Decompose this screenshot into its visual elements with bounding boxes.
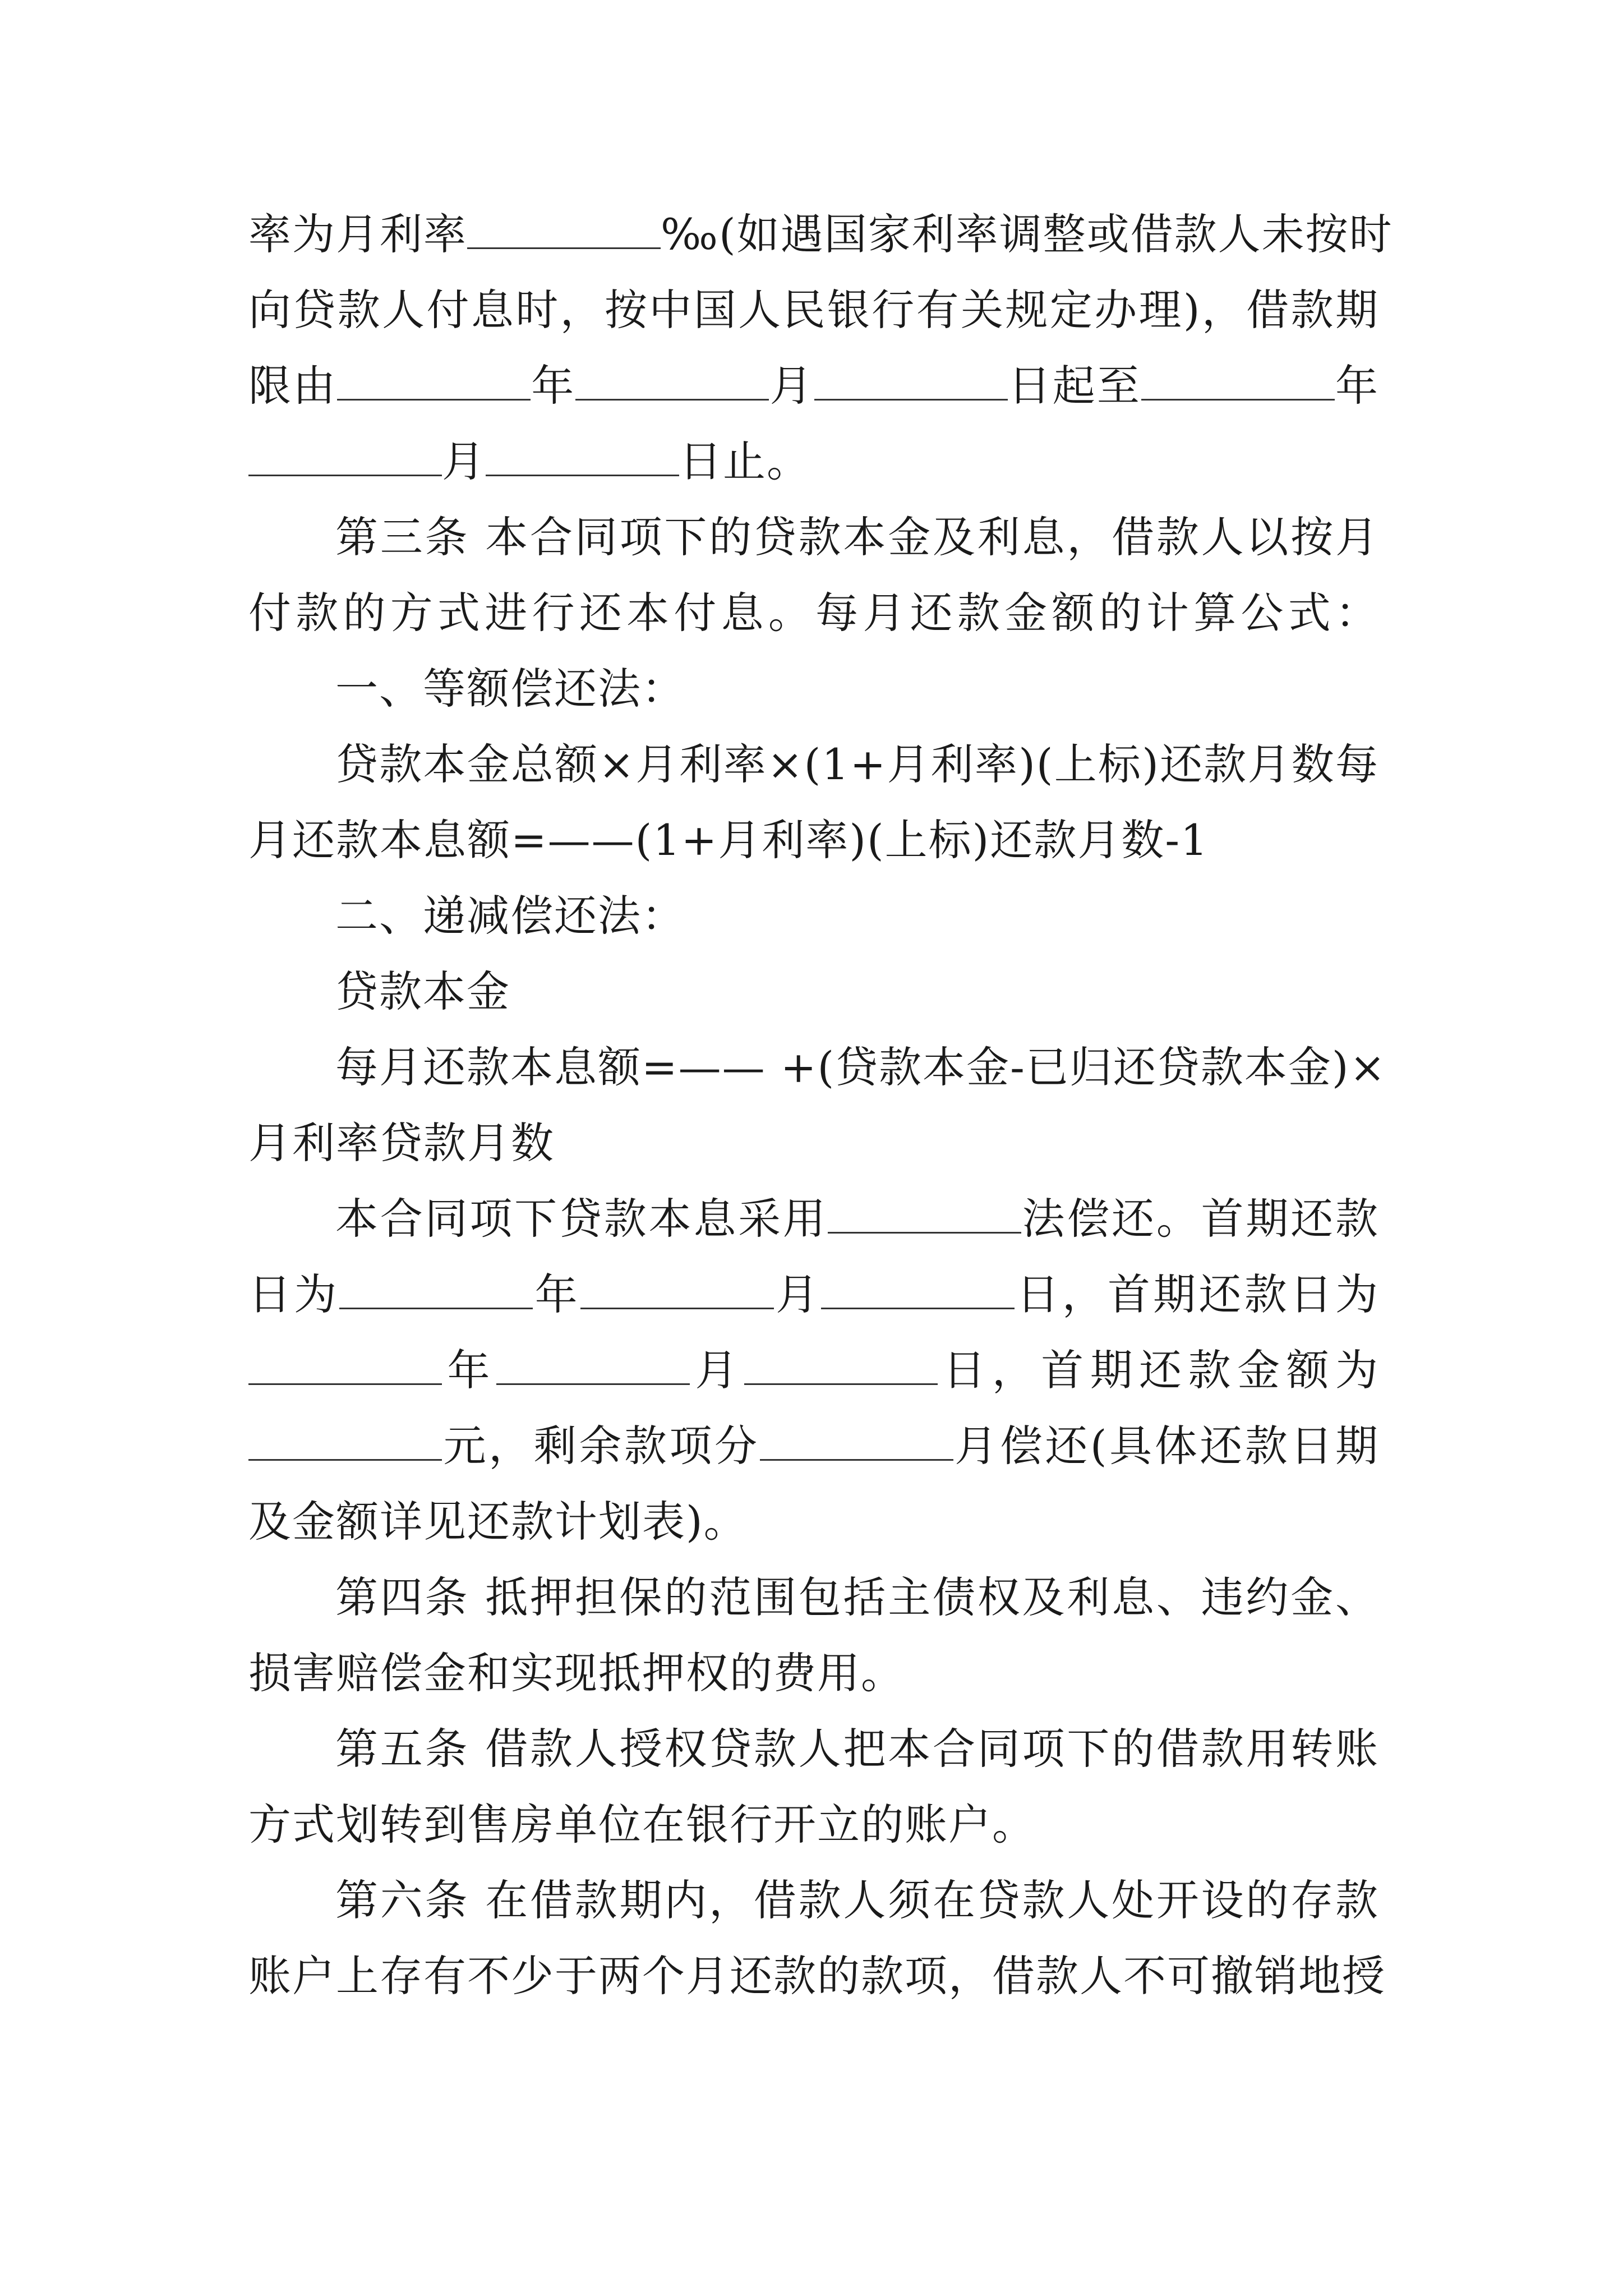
text-segment: 月 <box>773 1269 822 1319</box>
text-line <box>335 739 1379 794</box>
fill-blank <box>339 1274 533 1309</box>
text-segment: 月 <box>769 361 814 411</box>
text-segment: 年 <box>531 361 576 411</box>
text-segment: 第三条 本合同项下的贷款本金及利息，借款人以按月 <box>335 512 1379 562</box>
text-segment: 二、递减偿还法： <box>335 891 685 941</box>
text-segment: 日为 <box>248 1269 340 1319</box>
text-line <box>335 1875 1379 1930</box>
text-segment: 法偿还。首期还款 <box>1021 1194 1380 1244</box>
fill-blank <box>337 365 531 401</box>
text-line <box>248 588 1379 642</box>
text-segment: 第六条 在借款期内，借款人须在贷款人处开设的存款 <box>335 1875 1379 1925</box>
text-segment: 贷款本金总额×月利率×(1+月利率)(上标)还款月数每 <box>335 739 1379 789</box>
text-segment: 月偿还(具体还款日期 <box>953 1421 1380 1471</box>
text-line <box>248 285 1379 339</box>
text-segment: 日，首期还款日为 <box>1015 1269 1380 1319</box>
fill-blank <box>575 365 769 401</box>
text-line <box>248 1800 1379 1854</box>
text-segment: 月还款本息额=——(1+月利率)(上标)还款月数-1 <box>248 815 1209 865</box>
fill-blank <box>760 1425 953 1461</box>
text-line <box>248 1497 1379 1551</box>
text-line <box>248 815 1379 869</box>
text-segment: 及金额详见还款计划表)。 <box>248 1497 748 1547</box>
text-line <box>335 891 1466 945</box>
text-line <box>335 664 1466 718</box>
fill-blank <box>744 1350 938 1385</box>
text-segment: 账户上存有不少于两个月还款的款项，借款人不可撤销地授 <box>248 1951 1386 2001</box>
text-segment: 第五条 借款人授权贷款人把本合同项下的借款用转账 <box>335 1724 1379 1774</box>
text-line <box>248 1118 1379 1172</box>
fill-blank <box>248 1425 442 1461</box>
text-segment: ‰(如遇国家利率调整或借款人未按时 <box>661 209 1393 259</box>
fill-blank <box>828 1198 1021 1234</box>
text-line <box>335 1042 1387 1097</box>
text-segment: 月 <box>689 1345 744 1395</box>
text-segment: 付款的方式进行还本付息。每月还款金额的计算公式： <box>248 588 1379 638</box>
text-segment: 月利率贷款月数 <box>248 1118 555 1168</box>
text-segment: 每月还款本息额=—— +(贷款本金-已归还贷款本金)× <box>335 1042 1387 1092</box>
text-segment: 向贷款人付息时，按中国人民银行有关规定办理)，借款期 <box>248 285 1379 335</box>
text-segment: 损害赔偿金和实现抵押权的费用。 <box>248 1648 905 1698</box>
text-segment: 方式划转到售房单位在银行开立的账户。 <box>248 1800 1036 1849</box>
text-segment: 年 <box>533 1269 580 1319</box>
text-segment: 日止。 <box>679 436 810 486</box>
text-segment: 日，首期还款金额为 <box>937 1345 1380 1395</box>
text-line <box>248 1345 1380 1400</box>
fill-blank <box>248 1350 442 1385</box>
text-segment: 率为月利率 <box>248 209 467 259</box>
fill-blank <box>467 214 661 249</box>
text-line <box>335 1724 1379 1778</box>
text-segment: 年 <box>1334 361 1380 411</box>
text-line <box>248 1421 1380 1475</box>
text-line <box>248 209 1393 264</box>
fill-blank <box>496 1350 690 1385</box>
text-line <box>248 361 1380 415</box>
fill-blank <box>486 441 679 476</box>
text-line <box>335 512 1379 567</box>
fill-blank <box>248 441 442 476</box>
fill-blank <box>821 1274 1015 1309</box>
text-segment: 贷款本金 <box>335 967 510 1016</box>
text-line <box>335 967 1466 1021</box>
fill-blank <box>580 1274 774 1309</box>
text-segment: 月 <box>442 436 486 486</box>
text-line <box>248 436 1379 491</box>
text-segment: 本合同项下贷款本息采用 <box>335 1194 828 1244</box>
text-segment: 第四条 抵押担保的范围包括主债权及利息、违约金、 <box>335 1572 1379 1622</box>
fill-blank <box>1141 365 1335 401</box>
text-segment: 一、等额偿还法： <box>335 664 685 714</box>
text-line <box>335 1572 1379 1627</box>
text-segment: 元，剩余款项分 <box>442 1421 760 1471</box>
text-segment: 限由 <box>248 361 338 411</box>
text-line <box>248 1951 1386 2005</box>
fill-blank <box>814 365 1008 401</box>
text-segment: 日起至 <box>1007 361 1141 411</box>
text-line <box>248 1269 1380 1324</box>
text-line <box>248 1648 1379 1703</box>
text-segment: 年 <box>442 1345 496 1395</box>
text-line <box>335 1194 1380 1248</box>
